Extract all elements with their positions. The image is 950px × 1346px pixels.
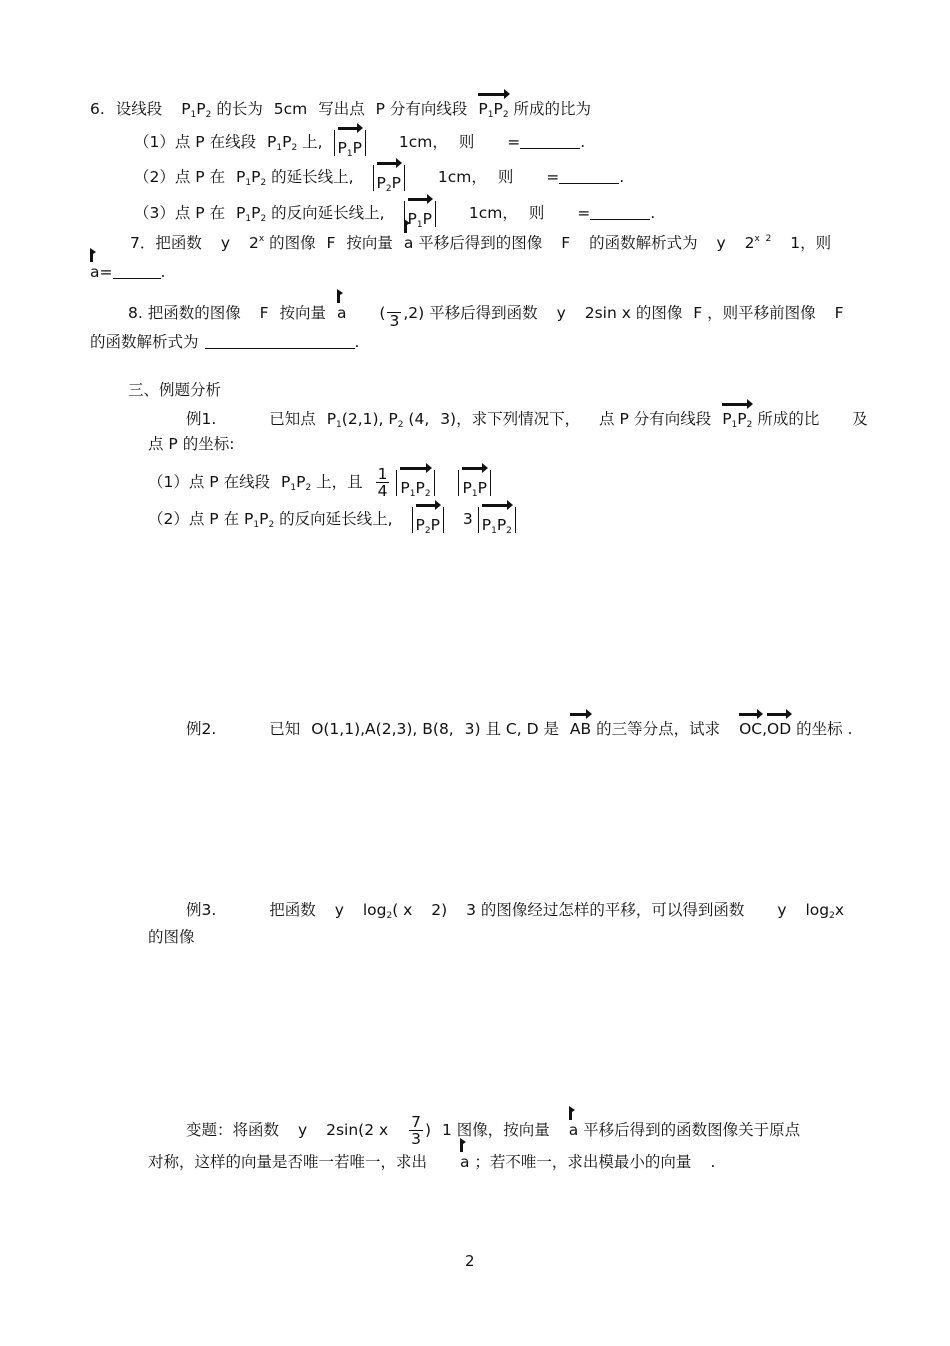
segment-p1p2: $P_1P_2$ [267,133,298,153]
example2: 例2. 已知 O(1,1),A(2,3), B(8, 3) 且 C, D 是 AB 的三等分点，试求 OC,OD 的坐标 . [186,716,852,739]
q7-line1: 7．把函数 y 2$^x$ 的图像 F 按向量 a 平移后得到的图像 F 的函数解析式为 y $2^{x 2}$ 1，则 [130,234,832,252]
example1-line1: 例1. 已知点 $P_1(2,1)$, $P_2$ (4, 3)，求下列情况下， 点 P 分有向线段 $P_1P_2$ 所成的比 及 [186,406,868,429]
vector-a: a [459,1153,470,1171]
answer-blank [205,334,355,349]
vector-od: OD [767,716,791,739]
example3-line1: 例3. 把函数 y $\log_2$( x 2) 3 的图像经过怎样的平移，可以得到函数 y $\log_2x$ [186,901,845,921]
vector-p1p2: $P_1P_2$ [478,96,508,119]
abs-vector-p2p: $P_2P$ [373,165,405,191]
variant-line2: 对称，这样的向量是否唯一若唯一，求出 a ；若不唯一，求出模最小的向量 . [148,1153,716,1171]
vector-a: a [568,1121,579,1139]
page-number: 2 [465,1252,475,1270]
abs-vector-p1p: $P_1P$ [334,130,366,156]
q7-line2: a= . [90,263,166,281]
variant-line1: 变题：将函数 y 2sin(2 x $\frac{7}{3}$ ) 1 图像，按向量 a 平移后得到的函数图像关于原点 [186,1113,801,1148]
abs-vector-p1p: $P_1P$ [458,470,490,496]
q6-sub2: （2）点 P 在 $P_1P_2$ 的延长线上, $P_2P$ 1cm， 则 = . [134,165,624,191]
segment-p1p2: $P_1P_2$ [236,204,267,224]
example1-sub2: （2）点 P 在 $P_1P_2$ 的反向延长线上, $P_2P$ 3 $P_1P_2$ [148,507,516,533]
abs-vector-p2p: $P_2P$ [412,507,444,533]
segment-p1p2: $P_1P_2$ [236,168,267,188]
q6-sub3: （3）点 P 在 $P_1P_2$ 的反向延长线上, $P_1P$ 1cm， 则 = . [134,201,655,227]
segment-p1p2: $P_1P_2$ [244,510,275,530]
vector-a-value: ( 3 ,2) [379,304,424,322]
example3-line2: 的图像 [148,928,195,946]
vector-a: a [336,304,347,322]
answer-blank [520,134,580,149]
q8-line1: 8. 把函数的图像 F 按向量 a ( 3 ,2) 平移后得到函数 y 2sin x 的图像 F ，则平移前图像 F [128,296,844,329]
vector-a: a [90,263,100,281]
vector-p1p2: $P_1P_2$ [722,406,752,429]
q8-line2: 的函数解析式为 . [90,333,360,351]
q6-intro: 6. 设线段 $P_1P_2$ 的长为 5cm 写出点 P 分有向线段 $P_1P_2$ 所成的比为 [90,96,591,119]
abs-vector-p1p2: $P_1P_2$ [396,470,434,496]
vector-oc: OC [739,716,762,739]
vector-ab: AB [570,716,591,739]
example1-sub1: （1）点 P 在线段 $P_1P_2$ 上，且 $\frac{1}{4}$ $P_1P_2$ $P_1P$ [148,466,491,499]
q6-sub1: （1）点 P 在线段 $P_1P_2$ 上, $P_1P$ 1cm， 则 = . [134,130,585,156]
fraction-seven-thirds: $\frac{7}{3}$ [411,1113,421,1148]
segment-p1p2: $P_1P_2$ [281,473,312,493]
answer-blank [559,169,619,184]
abs-vector-p1p: $P_1P$ [404,201,436,227]
answer-blank [590,205,650,220]
segment-p1p2: $P_1P_2$ [181,100,212,120]
answer-blank [113,264,161,279]
vector-a: a [403,234,414,252]
example1-line2: 点 P 的坐标: [148,435,235,453]
abs-vector-p1p2: $P_1P_2$ [478,507,516,533]
section-title: 三、例题分析 [128,381,222,399]
fraction-one-quarter: $\frac{1}{4}$ [377,465,388,500]
